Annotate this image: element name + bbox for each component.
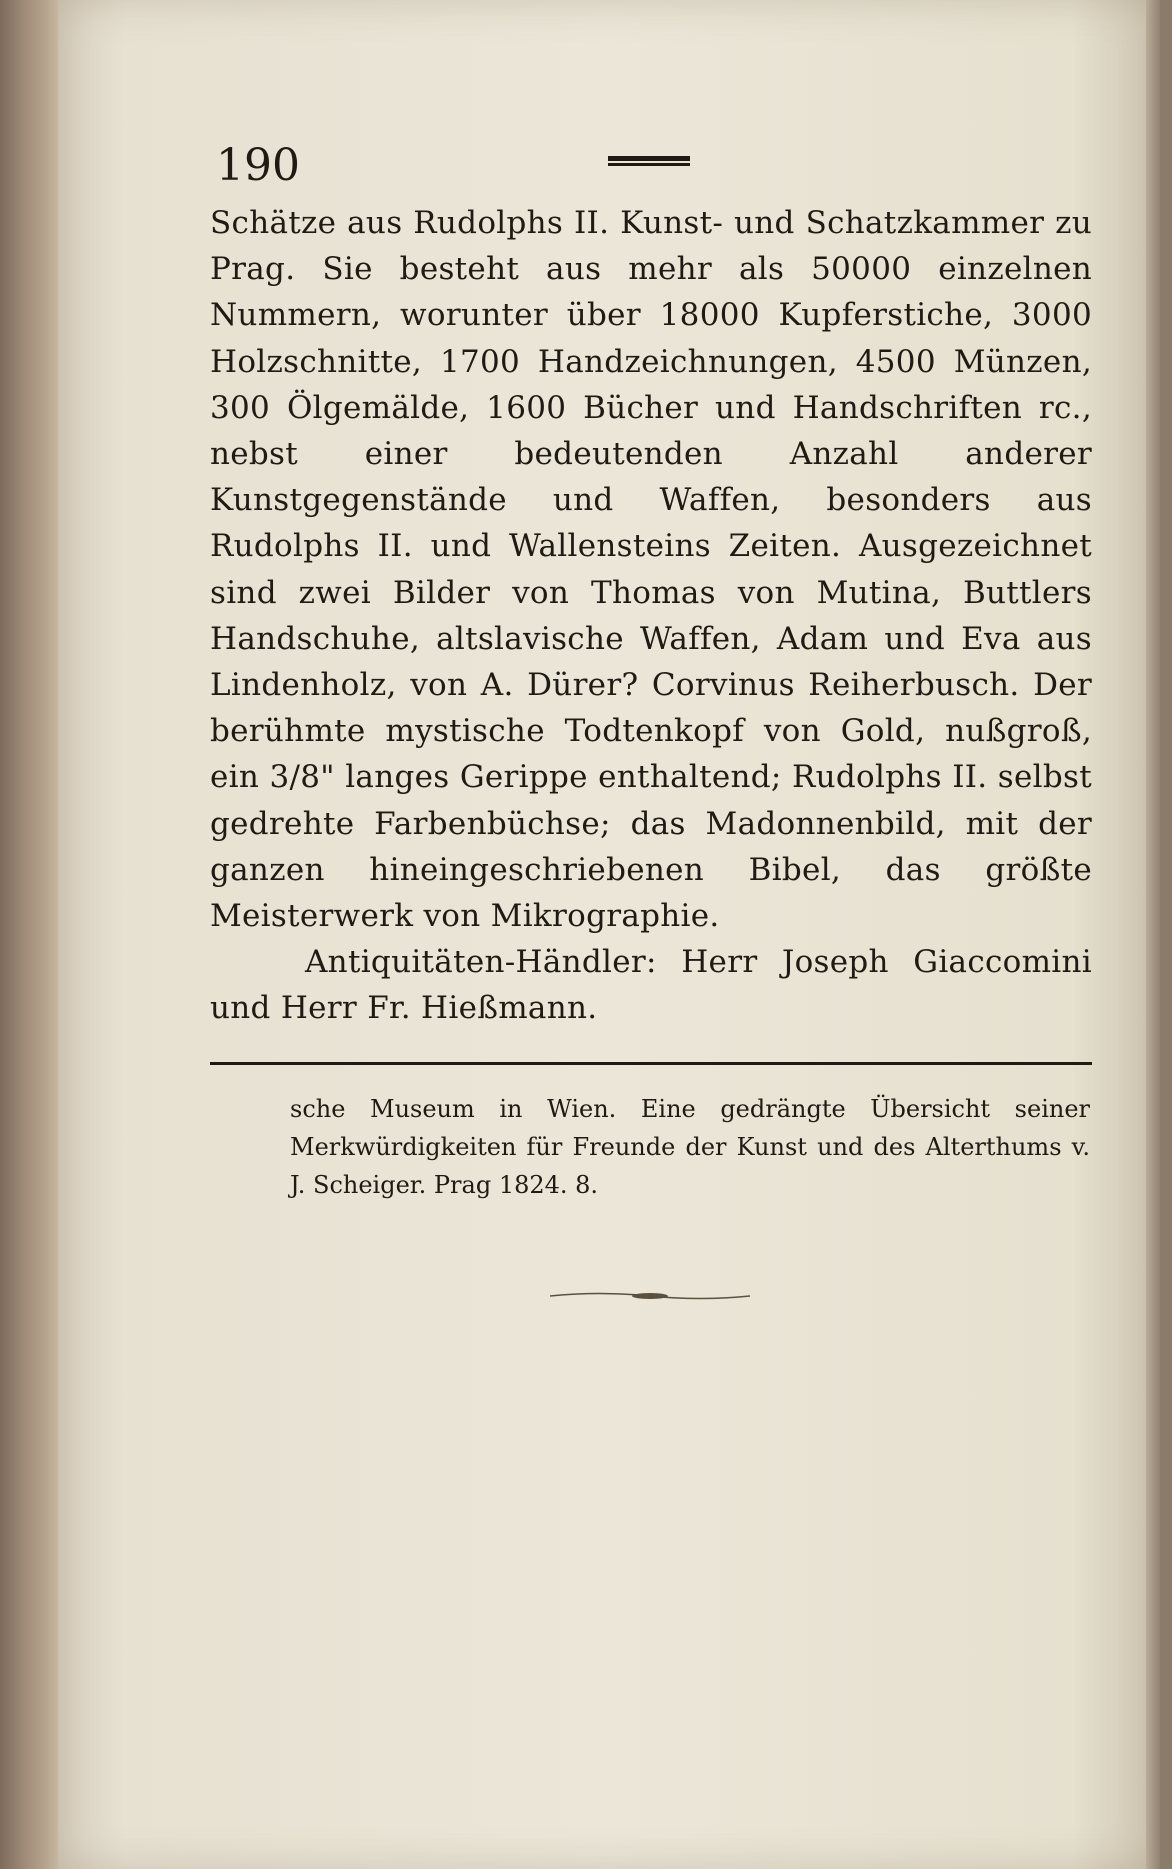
page-edge xyxy=(1146,0,1160,1869)
main-paragraph: Schätze aus Rudolphs II. Kunst- und Schatzkammer zu Prag. Sie besteht aus mehr als 50000 einzelnen Nummern, worunter über 18000 Kupferstiche, 3000 Holzschnitte, 1700 Handzeichnungen, 4500 Münzen, 300 Ölgemälde, 1600 Bücher und Handschriften rc., nebst einer bedeutenden Anzahl anderer Kunstgegenstände und Waffen, besonders aus Rudolphs II. und Wallensteins Zeiten. Ausgezeichnet sind zwei Bilder von Thomas von Mutina, Buttlers Handschuhe, altslavische Waffen, Adam und Eva aus Lindenholz, von A. Dürer? Corvinus Reiherbusch. Der berühmte mystische Todtenkopf von Gold, nußgroß, ein 3/8" langes Gerippe enthaltend; Rudolphs II. selbst gedrehte Farbenbüchse; das Madonnenbild, mit der ganzen hineingeschriebenen Bibel, das größte Meisterwerk von Mikrographie. xyxy=(210,205,1092,935)
book-spine xyxy=(0,0,62,1869)
main-text xyxy=(210,200,1092,1032)
header-rule xyxy=(608,156,690,166)
dealers-paragraph: Antiquitäten-Händler: Herr Joseph Giaccomini und Herr Fr. Hießmann. xyxy=(210,944,1092,1027)
footnote-separator xyxy=(210,1062,1092,1065)
page-number: 190 xyxy=(216,140,300,191)
footnote: sche Museum in Wien. Eine gedrängte Übersicht seiner Merkwürdigkeiten für Freunde der Kunst und des Alterthums v. J. Scheiger. Prag 1824. 8. xyxy=(290,1095,1090,1199)
ornament-divider xyxy=(550,1290,750,1302)
